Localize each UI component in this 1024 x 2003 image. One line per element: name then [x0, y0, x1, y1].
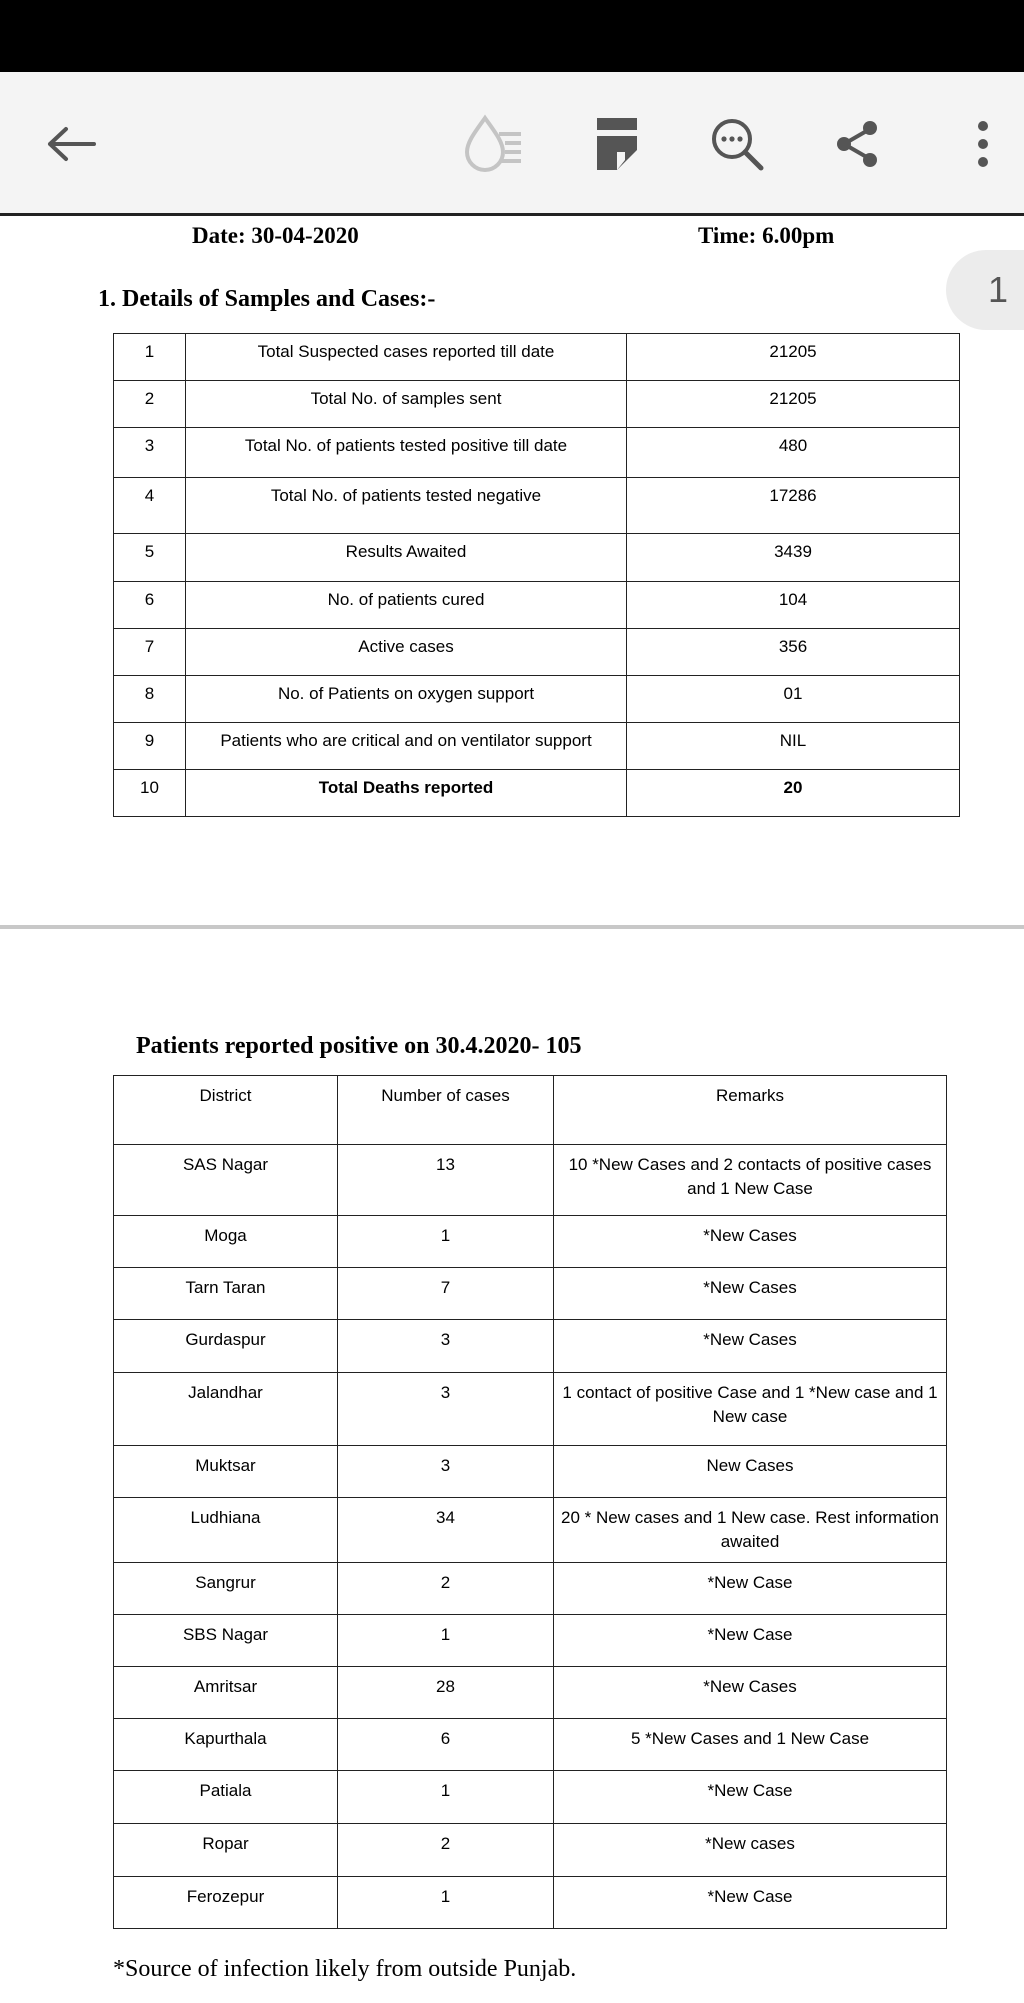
district-cell: Ropar — [114, 1824, 338, 1877]
footnote: *Source of infection likely from outside Punjab. — [113, 1956, 577, 1982]
row-number: 7 — [114, 629, 186, 676]
report-date: Date: 30-04-2020 — [192, 223, 359, 248]
remarks-cell: *New Case — [554, 1615, 947, 1667]
row-value: 21205 — [627, 381, 960, 428]
row-label: No. of Patients on oxygen support — [186, 676, 627, 723]
district-cell: SAS Nagar — [114, 1145, 338, 1216]
row-value: 20 — [627, 770, 960, 817]
app-toolbar — [0, 72, 1024, 216]
district-cell: SBS Nagar — [114, 1615, 338, 1667]
row-value: 01 — [627, 676, 960, 723]
cases-cell: 1 — [338, 1771, 554, 1824]
cases-cell: 1 — [338, 1615, 554, 1667]
row-label: Total No. of patients tested negative — [186, 478, 627, 534]
remarks-cell: 5 *New Cases and 1 New Case — [554, 1719, 947, 1771]
table-header-row — [114, 1076, 947, 1145]
more-options-button[interactable] — [950, 108, 1016, 180]
more-vert-icon — [975, 120, 991, 168]
remarks-cell: *New Cases — [554, 1268, 947, 1320]
row-label: Patients who are critical and on ventilator support — [186, 723, 627, 770]
district-cell: Jalandhar — [114, 1373, 338, 1446]
table-row — [114, 1268, 947, 1320]
table-row — [114, 1498, 947, 1563]
table-row — [114, 723, 960, 770]
cases-cell: 7 — [338, 1268, 554, 1320]
row-label: Total No. of samples sent — [186, 381, 627, 428]
row-label: Total Suspected cases reported till date — [186, 334, 627, 381]
remarks-cell: New Cases — [554, 1446, 947, 1498]
table-row — [114, 1824, 947, 1877]
samples-cases-table — [113, 333, 960, 817]
table-row — [114, 1615, 947, 1667]
row-label: Total No. of patients tested positive till date — [186, 428, 627, 478]
status-bar — [0, 0, 1024, 72]
cases-cell: 13 — [338, 1145, 554, 1216]
row-value: 104 — [627, 582, 960, 629]
positive-cases-heading: Patients reported positive on 30.4.2020- 105 — [136, 1033, 582, 1059]
district-cell: Muktsar — [114, 1446, 338, 1498]
cases-cell: 2 — [338, 1563, 554, 1615]
district-cell: Kapurthala — [114, 1719, 338, 1771]
row-value: 21205 — [627, 334, 960, 381]
district-cell: Amritsar — [114, 1667, 338, 1719]
table-row — [114, 676, 960, 723]
row-number: 2 — [114, 381, 186, 428]
page-view-button[interactable] — [580, 108, 654, 180]
table-row — [114, 1667, 947, 1719]
table-row — [114, 534, 960, 582]
row-label: Total Deaths reported — [186, 770, 627, 817]
row-value: NIL — [627, 723, 960, 770]
column-header-cases: Number of cases — [338, 1076, 554, 1145]
district-cell: Ferozepur — [114, 1877, 338, 1929]
row-number: 5 — [114, 534, 186, 582]
district-cases-table — [113, 1075, 947, 1929]
row-label: Active cases — [186, 629, 627, 676]
row-number: 4 — [114, 478, 186, 534]
cases-cell: 34 — [338, 1498, 554, 1563]
row-number: 3 — [114, 428, 186, 478]
cases-cell: 6 — [338, 1719, 554, 1771]
cases-cell: 3 — [338, 1446, 554, 1498]
remarks-cell: *New Cases — [554, 1667, 947, 1719]
row-value: 17286 — [627, 478, 960, 534]
row-number: 6 — [114, 582, 186, 629]
table-row — [114, 1320, 947, 1373]
row-label: Results Awaited — [186, 534, 627, 582]
table-row — [114, 1373, 947, 1446]
row-value: 480 — [627, 428, 960, 478]
section-heading: 1. Details of Samples and Cases:- — [98, 286, 436, 312]
district-cell: Sangrur — [114, 1563, 338, 1615]
row-label: No. of patients cured — [186, 582, 627, 629]
table-row — [114, 1771, 947, 1824]
table-row — [114, 1563, 947, 1615]
district-cell: Patiala — [114, 1771, 338, 1824]
remarks-cell: *New Cases — [554, 1320, 947, 1373]
search-button[interactable] — [700, 108, 774, 180]
row-number: 10 — [114, 770, 186, 817]
remarks-cell: 10 *New Cases and 2 contacts of positive cases and 1 New Case — [554, 1145, 947, 1216]
share-button[interactable] — [820, 108, 894, 180]
share-icon — [832, 119, 882, 169]
table-row — [114, 1446, 947, 1498]
back-button[interactable] — [36, 112, 108, 176]
cases-cell: 1 — [338, 1216, 554, 1268]
cases-cell: 2 — [338, 1824, 554, 1877]
table-row — [114, 1216, 947, 1268]
search-icon — [709, 116, 765, 172]
district-cell: Moga — [114, 1216, 338, 1268]
table-row — [114, 478, 960, 534]
row-number: 1 — [114, 334, 186, 381]
cases-cell: 3 — [338, 1373, 554, 1446]
remarks-cell: *New cases — [554, 1824, 947, 1877]
cases-cell: 3 — [338, 1320, 554, 1373]
arrow-left-icon — [46, 124, 98, 164]
cases-cell: 28 — [338, 1667, 554, 1719]
district-cell: Ludhiana — [114, 1498, 338, 1563]
table-row — [114, 428, 960, 478]
table-row — [114, 582, 960, 629]
cases-cell: 1 — [338, 1877, 554, 1929]
remarks-cell: *New Cases — [554, 1216, 947, 1268]
page-view-icon — [595, 116, 639, 172]
table-row — [114, 629, 960, 676]
row-value: 3439 — [627, 534, 960, 582]
row-value: 356 — [627, 629, 960, 676]
remarks-cell: 20 * New cases and 1 New case. Rest information awaited — [554, 1498, 947, 1563]
table-row — [114, 1145, 947, 1216]
table-row — [114, 381, 960, 428]
remarks-cell: *New Case — [554, 1877, 947, 1929]
remarks-cell: 1 contact of positive Case and 1 *New case and 1 New case — [554, 1373, 947, 1446]
text-reflow-button[interactable] — [456, 106, 532, 182]
remarks-cell: *New Case — [554, 1563, 947, 1615]
page-number-badge: 1 — [946, 250, 1024, 330]
district-cell: Gurdaspur — [114, 1320, 338, 1373]
table-row — [114, 770, 960, 817]
page-divider — [0, 925, 1024, 929]
row-number: 9 — [114, 723, 186, 770]
remarks-cell: *New Case — [554, 1771, 947, 1824]
table-row — [114, 1719, 947, 1771]
district-cell: Tarn Taran — [114, 1268, 338, 1320]
column-header-district: District — [114, 1076, 338, 1145]
table-row — [114, 1877, 947, 1929]
table-row — [114, 334, 960, 381]
row-number: 8 — [114, 676, 186, 723]
text-reflow-icon — [461, 112, 527, 176]
column-header-remarks: Remarks — [554, 1076, 947, 1145]
report-time: Time: 6.00pm — [698, 223, 835, 248]
